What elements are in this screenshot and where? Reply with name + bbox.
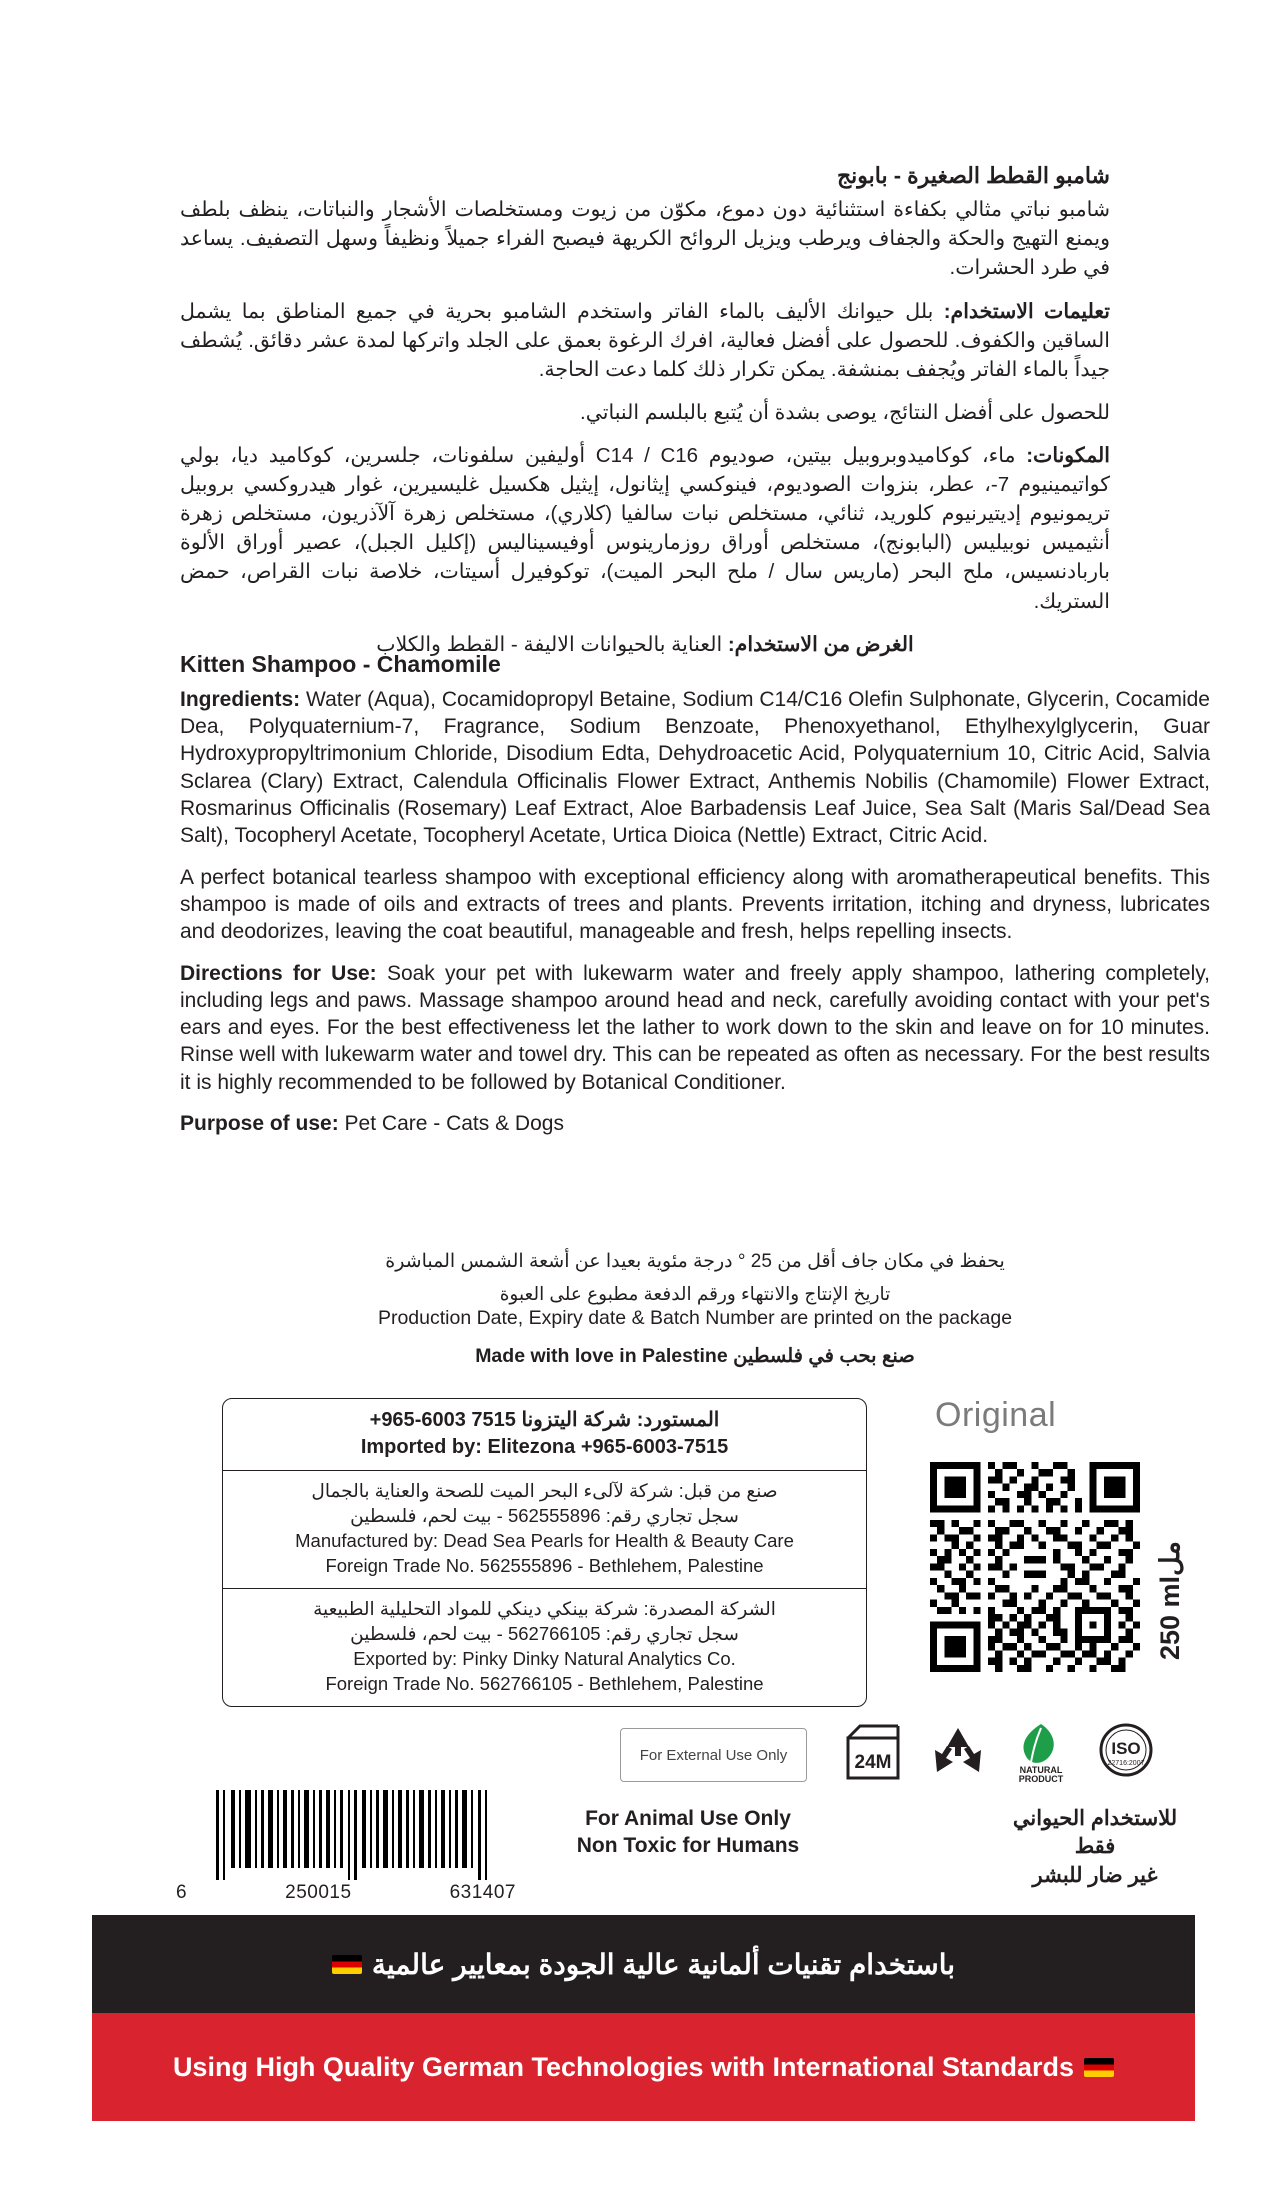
english-ingredients-label: Ingredients: <box>180 687 301 711</box>
english-product-title: Kitten Shampoo - Chamomile <box>180 651 501 677</box>
manufacturer-english-1: Manufactured by: Dead Sea Pearls for Health & Beauty Care <box>295 1529 794 1551</box>
volume-arabic: مل <box>1155 1541 1185 1576</box>
animal-use-arabic <box>1000 1805 1190 1890</box>
importer-arabic: المستورد: شركة اليتزونا 7515 6003-965+ <box>369 1409 720 1431</box>
footer-bar-arabic <box>92 1915 1195 2013</box>
footer-english-text: Using High Quality German Technologies with International Standards <box>172 2051 1075 2082</box>
english-description: A perfect botanical tearless shampoo with exceptional efficiency along with aromatherapeutical benefits. This shampoo is made of oils and extracts of trees and plants. Prevents irritation, itching and dryness, lubricates and deodorizes, leaving the coat beautiful, manageable and fresh, helps repelling insects. <box>180 865 1210 944</box>
importer-row <box>223 1399 866 1470</box>
barcode-group-2: 631407 <box>449 1882 516 1903</box>
footer-english-content <box>173 2052 1114 2083</box>
made-in-palestine <box>180 1344 1210 1368</box>
made-in-palestine-ar: صنع بحب في فلسطين <box>733 1345 915 1367</box>
exporter-english-1: Exported by: Pinky Dinky Natural Analytics Co. <box>353 1647 736 1669</box>
animal-use-en-line2: Non Toxic for Humans <box>576 1834 800 1858</box>
period-after-opening-icon <box>840 1722 906 1784</box>
arabic-directions-label: تعليمات الاستخدام: <box>943 299 1110 323</box>
iso-certification-icon <box>1090 1720 1162 1786</box>
animal-use-en-line1: For Animal Use Only <box>585 1807 791 1830</box>
german-flag-icon <box>332 1955 362 1974</box>
storage-section <box>180 1250 1210 1368</box>
english-ingredients-block <box>180 686 1210 850</box>
natural-line2: PRODUCT <box>1018 1774 1064 1784</box>
manufacturer-arabic-1: صنع من قبل: شركة لآلىء البحر الميت للصحة والعناية بالجمال <box>311 1480 778 1501</box>
exporter-english-2: Foreign Trade No. 562766105 - Bethlehem, Palestine <box>325 1672 764 1694</box>
arabic-ingredients-label: المكونات: <box>1026 444 1110 467</box>
recycle-icon <box>925 1722 991 1784</box>
manufacturer-row <box>223 1470 866 1588</box>
qr-code[interactable] <box>930 1462 1140 1672</box>
original-mark: Original <box>935 1396 1057 1434</box>
english-directions-text: Soak your pet with lukewarm water and freely apply shampoo, lathering completely, including legs and paws. Massage shampoo around head and neck, carefully avoiding contact with your pet's ears and eyes. For the best effectiveness let the lather to work down to the skin and leave on for 10 minutes. Rinse well with lukewarm water and towel dry. This can be repeated as often as necessary. For the best results it is highly recommended to be followed by Botanical Conditioner. <box>180 961 1211 1094</box>
arabic-purpose-label: الغرض من الاستخدام: <box>727 632 914 656</box>
barcode <box>212 1790 502 1880</box>
arabic-ingredients-text: ماء، كوكاميدوبروبيل بيتين، صوديوم C14 / C16 أوليفين سلفونات، جلسرين، كوكاميد ديا، بولي كواتيمينيوم 7-، عطر، بنزوات الصوديوم، فينوكسي إيثانول، إيثيل هكسيل غليسيرين، غوار هيدروكسي بروبيل تريمونيوم إديتيرنيوم كلوريد، ثنائي، مستخلص نبات سالفيا (كلاري)، مستخلص زهرة آلآذريون، مستخلص زهرة أنثيميس نوبيليس (البابونج)، مستخلص أوراق روزمارينوس أوفيسيناليس (إكليل الجبل)، عصير أوراق الألوة باربادنسيس، ملح البحر (ماريس سال / ملح البحر الميت)، توكوفيرل أسيتات، خلاصة نبات القراص، حمض الستريك. <box>180 444 1110 613</box>
footer-bar-english <box>92 2013 1195 2121</box>
arabic-dates-note: تاريخ الإنتاج والانتهاء ورقم الدفعة مطبوع على العبوة <box>499 1283 891 1304</box>
footer-arabic-text: باستخدام تقنيات ألمانية عالية الجودة بمعايير عالمية <box>371 1948 956 1980</box>
arabic-purpose-text: العناية بالحيوانات الاليفة - القطط والكلاب <box>376 632 723 656</box>
english-purpose-label: Purpose of use: <box>180 1112 339 1136</box>
barcode-digits <box>176 1882 516 1904</box>
english-purpose-block <box>180 1110 1210 1137</box>
exporter-arabic-1: الشركة المصدرة: شركة بينكي دينكي للمواد التحليلية الطبيعية <box>313 1597 776 1619</box>
english-purpose-text: Pet Care - Cats & Dogs <box>344 1112 564 1136</box>
english-section <box>180 650 1210 1143</box>
exporter-arabic-2: سجل تجاري رقم: 562766105 - بيت لحم، فلسطين <box>350 1622 739 1644</box>
english-directions-label: Directions for Use: <box>180 961 377 985</box>
english-dates-note: Production Date, Expiry date & Batch Number are printed on the package <box>377 1307 1013 1329</box>
barcode-digit-left: 6 <box>176 1882 188 1903</box>
external-use-label: For External Use Only <box>639 1746 788 1764</box>
arabic-storage-note: يحفظ في مكان جاف أقل من 25 ° درجة مئوية بعيدا عن أشعة الشمس المباشرة <box>385 1251 1005 1272</box>
svg-text:ISO: ISO <box>1111 1739 1141 1758</box>
footer-arabic-content <box>332 1948 955 1981</box>
arabic-ingredients-block <box>180 441 1110 616</box>
company-info-box <box>222 1398 867 1707</box>
english-ingredients-text: Water (Aqua), Cocamidopropyl Betaine, Sodium C14/C16 Olefin Sulphonate, Glycerin, Cocamide Dea, Polyquaternium-7, Fragrance, Sodium Benzoate, Phenoxyethanol, Ethylhexylglycerin, Guar Hydroxypropyltrimonium Chloride, Disodium Edta, Dehydroacetic Acid, Polyquaternium 10, Citric Acid, Salvia Sclarea (Clary) Extract, Calendula Officinalis Flower Extract, Anthemis Nobilis (Chamomile) Flower Extract, Rosmarinus Officinalis (Rosemary) Leaf Extract, Aloe Barbadensis Leaf Juice, Sea Salt (Maris Sal/Dead Sea Salt), Tocopheryl Acetate, Tocopheryl Acetate, Urtica Dioica (Nettle) Extract, Citric Acid. <box>180 687 1210 848</box>
manufacturer-arabic-2: سجل تجاري رقم: 562555896 - بيت لحم، فلسطين <box>350 1504 739 1526</box>
english-directions-block <box>180 960 1210 1096</box>
arabic-best-results: للحصول على أفضل النتائج، يوصى بشدة أن يُتبع بالبلسم النباتي. <box>580 400 1110 424</box>
german-flag-icon-2 <box>1084 2058 1114 2077</box>
volume-mark <box>1155 1541 1186 1660</box>
natural-product-icon <box>1005 1720 1077 1786</box>
arabic-section <box>180 160 1110 659</box>
arabic-description: شامبو نباتي مثالي بكفاءة استثنائية دون دموع، مكوّن من زيوت ومستخلصات الأشجار والنباتات، ينظف بلطف ويمنع التهيج والحكة والجفاف ويرطب ويزيل الروائح الكريهة فيصبح الفراء جميلاً ونظيفاً وسهل التصفيف. يساعد في طرد الحشرات. <box>180 198 1110 280</box>
svg-text:22716:2007: 22716:2007 <box>1107 1760 1145 1767</box>
arabic-directions-text: بلل حيوانك الأليف بالماء الفاتر واستخدم الشامبو بحرية في جميع المناطق بما يشمل الساقين والكفوف. للحصول على أفضل فعالية، افرك الرغوة بعمق على الجلد واتركها لمدة عشر دقائق. يُشطف جيداً بالماء الفاتر ويُجفف بمنشفة. يمكن تكرار ذلك كلما دعت الحاجة. <box>180 299 1110 381</box>
barcode-group-1: 250015 <box>285 1882 352 1903</box>
arabic-product-title: شامبو القطط الصغيرة - بابونج <box>836 163 1110 188</box>
external-use-badge <box>620 1728 807 1782</box>
manufacturer-english-2: Foreign Trade No. 562555896 - Bethlehem, Palestine <box>325 1554 764 1576</box>
svg-text:24M: 24M <box>854 1752 892 1773</box>
made-in-palestine-en: Made with love in Palestine <box>475 1345 728 1367</box>
importer-english: Imported by: Elitezona +965-6003-7515 <box>360 1436 729 1458</box>
arabic-directions-block <box>180 297 1110 384</box>
animal-use-ar-line1: للاستخدام الحيواني فقط <box>1012 1807 1178 1859</box>
exporter-row <box>223 1588 866 1706</box>
animal-use-english <box>548 1805 828 1860</box>
volume-english: 250 ml <box>1155 1575 1185 1660</box>
natural-line1: NATURAL <box>1019 1765 1063 1775</box>
animal-use-ar-line2: غير ضار للبشر <box>1032 1863 1158 1887</box>
